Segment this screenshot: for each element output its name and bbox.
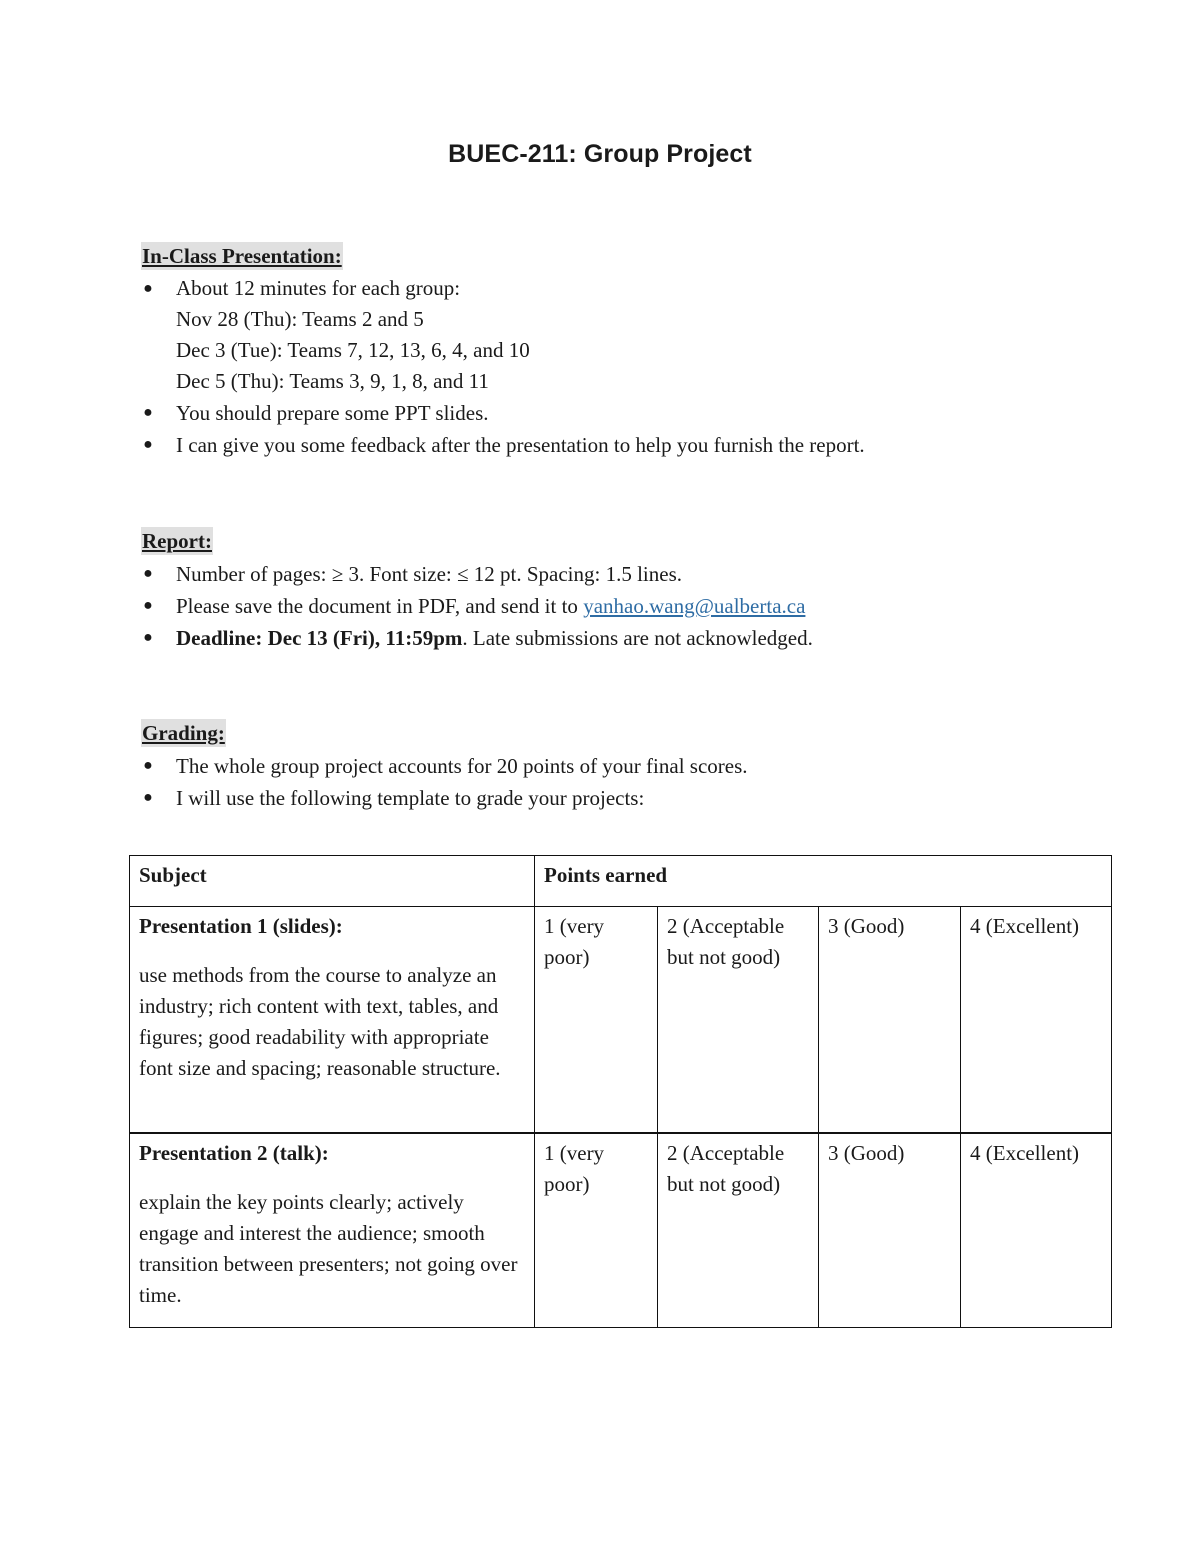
bullet-text: . Late submissions are not acknowledged. (462, 626, 813, 650)
score-cell: 3 (Good) (819, 1133, 961, 1328)
subject-description: explain the key points clearly; actively engage and interest the audience; smooth transition between presenters; not going over time. (139, 1190, 518, 1307)
report-list (141, 558, 813, 654)
header-points: Points earned (535, 856, 1112, 907)
subject-cell (130, 907, 535, 1134)
grading-table (129, 855, 1112, 1328)
score-cell: 2 (Acceptable but not good) (658, 907, 819, 1134)
table-row (130, 1133, 1112, 1328)
bullet-icon: ● (143, 629, 153, 646)
score-cell: 4 (Excellent) (961, 1133, 1112, 1328)
list-item (141, 397, 865, 429)
subject-description: use methods from the course to analyze an industry; rich content with text, tables, and figures; good readability with appropriate font size and spacing; reasonable structure. (139, 963, 501, 1080)
list-item (141, 590, 813, 622)
list-item (141, 750, 748, 782)
list-item (141, 622, 813, 654)
subject-title: Presentation 2 (talk): (139, 1141, 329, 1165)
score-cell: 3 (Good) (819, 907, 961, 1134)
list-item (141, 782, 748, 814)
bullet-text: I will use the following template to grade your projects: (176, 786, 645, 810)
bullet-icon: ● (143, 565, 153, 582)
table-row (130, 907, 1112, 1134)
score-cell: 4 (Excellent) (961, 907, 1112, 1134)
bullet-icon: ● (143, 436, 153, 453)
grading-list (141, 750, 748, 814)
bullet-text: Number of pages: ≥ 3. Font size: ≤ 12 pt. Spacing: 1.5 lines. (176, 562, 682, 586)
deadline-label: Deadline: Dec 13 (Fri), 11:59pm (176, 626, 463, 650)
report-heading: Report: (142, 529, 212, 553)
grading-heading: Grading: (142, 721, 225, 745)
bullet-text: You should prepare some PPT slides. (176, 401, 489, 425)
subject-cell (130, 1133, 535, 1328)
bullet-icon: ● (143, 789, 153, 806)
bullet-icon: ● (143, 597, 153, 614)
presentation-heading: In-Class Presentation: (142, 244, 342, 268)
schedule-line: Dec 5 (Thu): Teams 3, 9, 1, 8, and 11 (176, 369, 489, 393)
bullet-text: The whole group project accounts for 20 points of your final scores. (176, 754, 748, 778)
bullet-icon: ● (143, 404, 153, 421)
schedule-line: Dec 3 (Tue): Teams 7, 12, 13, 6, 4, and 10 (176, 338, 530, 362)
bullet-text: Please save the document in PDF, and send it to (176, 594, 584, 618)
bullet-icon: ● (143, 280, 153, 297)
list-item (141, 429, 865, 461)
subject-title: Presentation 1 (slides): (139, 914, 343, 938)
score-cell: 2 (Acceptable but not good) (658, 1133, 819, 1328)
presentation-list (141, 273, 865, 461)
schedule-line: Nov 28 (Thu): Teams 2 and 5 (176, 307, 424, 331)
header-subject: Subject (130, 856, 535, 907)
score-cell: 1 (very poor) (535, 907, 658, 1134)
bullet-text: I can give you some feedback after the presentation to help you furnish the report. (176, 433, 865, 457)
email-link[interactable]: yanhao.wang@ualberta.ca (583, 594, 806, 618)
bullet-text: About 12 minutes for each group: (176, 276, 461, 300)
table-header-row (130, 856, 1112, 907)
score-cell: 1 (very poor) (535, 1133, 658, 1328)
bullet-icon: ● (143, 757, 153, 774)
list-item (141, 558, 813, 590)
list-item (141, 273, 865, 397)
page-title: BUEC-211: Group Project (448, 140, 752, 168)
